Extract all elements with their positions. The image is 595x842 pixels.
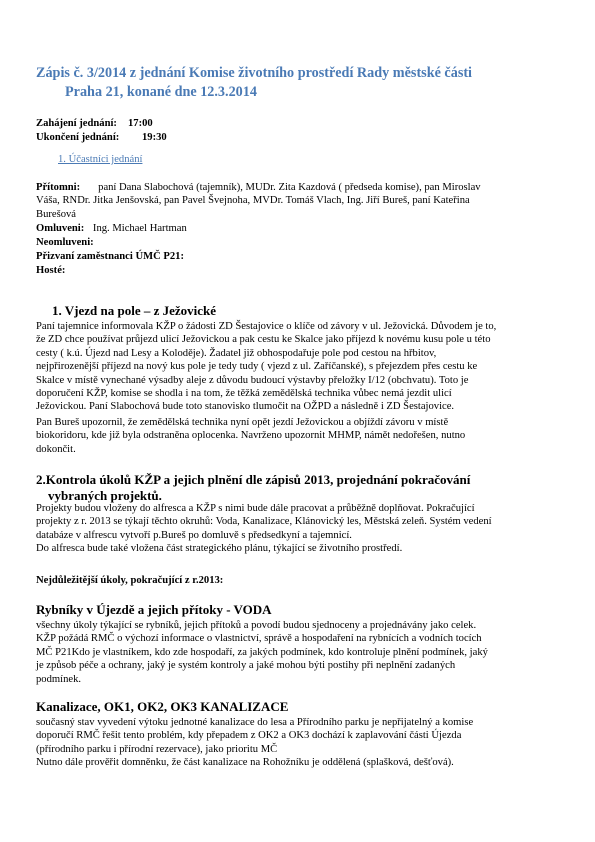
topic1-line: nejpřirozenější příjezd na nový kus pole je tedy tudy ( vjezd z ul. Zaříčanské), s přejezdem přes cestu ke [36, 361, 478, 373]
topic1-line: cesty ( k.ú. Újezd nad Lesy a Koloděje). Žadatel již obhospodařuje pole pod cestou na hřbitov, [36, 347, 437, 359]
rybniky-heading: Rybníky v Újezdě a jejich přítoky - VODA [36, 602, 272, 617]
topic-1-heading: 1. Vjezd na pole – z Ježovické [52, 303, 217, 318]
excused-row [36, 222, 187, 235]
present-label: Přítomni: [36, 182, 81, 193]
end-value: 19:30 [142, 132, 167, 143]
topic2-line: Projekty budou vloženy do alfresca a KŽP s nimi bude dále pracovat a průběžně doplňovat. Pokračující [36, 503, 475, 514]
topic1-line: doporučení KŽP, komise se shodla i na tom, že těžká zemědělská technika vůbec nemá jezdit ulicí [36, 388, 452, 400]
present-line-3: Burešová [36, 208, 77, 220]
rybniky-line: je způsob péče a ochrany, jaký je systém kontroly a jaké mohou býti postihy při neplnění zadaných [36, 660, 456, 672]
key-tasks-heading: Nejdůležitější úkoly, pokračující z r.2013: [36, 575, 224, 586]
topic2-line: databáze v alfrescu vytvoří p.Bureš po domluvě s předsedkyní a tajemnicí. [36, 529, 352, 541]
excused-value: Ing. Michael Hartman [92, 223, 187, 234]
topic1-line: biokoridoru, kde již byla odstraněna oplocenka. Navrženo upozornit MHMP, námět nedořešen, nutno [36, 430, 466, 442]
topic2-line: Do alfresca bude také vložena část strategického plánu, týkající se životního prostředí. [36, 543, 403, 555]
present-line-1: paní Dana Slabochová (tajemník), MUDr. Zita Kazdová ( předseda komise), pan Miroslav [98, 182, 481, 193]
meeting-end [36, 131, 167, 144]
topic-1-paragraph-1 [36, 320, 560, 414]
kanalizace-heading: Kanalizace, OK1, OK2, OK3 KANALIZACE [36, 699, 289, 714]
topic-1-paragraph-2 [36, 416, 560, 456]
topic2-line: projekty z r. 2013 se týkají těchto okruhů: Voda, Kanalizace, Klánovický les, Městská zeleň. Systém vedení [36, 516, 492, 528]
kanalizace-line: Nutno dále prověřit domněnku, že část kanalizace na Rohožníku je oddělená (splašková, dešťová). [36, 757, 454, 769]
present-line-2: Váša, RNDr. Jitka Jenšovská, pan Pavel Švejnoha, MVDr. Tomáš Vlach, Ing. Jiří Bureš, paní Kateřina [36, 195, 470, 207]
title-line-2: Praha 21, konané dne 12.3.2014 [65, 84, 257, 100]
kanalizace-line: (přírodního parku i přírodní rezervace), jako prioritu MČ [36, 743, 278, 755]
kanalizace-line: současný stav vyvedení výtoku jednotné kanalizace do lesa a Přírodního parku je nepřijatelný a komise [36, 717, 474, 728]
kanalizace-paragraph [36, 716, 560, 770]
topic-2-heading [36, 472, 560, 504]
start-label: Zahájení jednání: [36, 118, 117, 129]
topic2-heading-line-1: 2.Kontrola úkolů KŽP a jejich plnění dle zápisů 2013, projednání pokračování [36, 472, 471, 487]
topic1-line: Ježovickou. Paní Slabochová bude toto stanovisko tlumočit na OŽPD a následně i ZD Šestajovice. [36, 401, 455, 413]
guests-label: Hosté: [36, 265, 66, 276]
end-label: Ukončení jednání: [36, 132, 120, 143]
topic1-line: Skalce v místě vynechané výsadby aleje z důvodu budoucí výstavby přeložky I/12 (obchvatu). Toto je [36, 374, 469, 386]
staff-label: Přizvaní zaměstnanci ÚMČ P21: [36, 251, 184, 262]
topic1-line: Pan Bureš upozornil, že zemědělská technika nyní opět jezdí Ježovickou a objíždí závoru v místě [36, 417, 449, 428]
rybniky-line: MČ P21Kdo je vlastníkem, kdo zde hospodaří, za jakých podmínek, kdo kontroluje plnění podmínek, jaký [36, 646, 488, 658]
topic1-line: že ZD chce používat průjezd ulicí Ježovickou a pak cestu ke Skalce jako příjezd k novému kusu pole u této [36, 334, 491, 346]
title-line-1: Zápis č. 3/2014 z jednání Komise životního prostředí Rady městské části [36, 65, 473, 81]
topic2-heading-line-2: vybraných projektů. [48, 488, 162, 503]
document-title [36, 64, 566, 102]
topic1-line: Paní tajemnice informovala KŽP o žádosti ZD Šestajovice o klíče od závory v ul. Ježovická. Důvodem je to, [36, 321, 497, 332]
rybniky-line: KŽP požádá RMČ o výchozí informace o vlastnictví, správě a hospodaření na rybnících a vodních tocích [36, 633, 482, 645]
excused-label: Omluveni: [36, 223, 85, 234]
rybniky-paragraph [36, 619, 560, 686]
topic-2-paragraph [36, 502, 560, 556]
unexcused-label: Neomluveni: [36, 237, 94, 248]
meeting-start [36, 117, 153, 130]
section-1-heading: 1. Účastníci jednání [58, 154, 143, 165]
rybniky-line: všechny úkoly týkající se rybníků, jejich přítoků a povodí budou sjednoceny a projednávány jako celek. [36, 620, 477, 631]
topic1-line: dokončit. [36, 443, 76, 455]
kanalizace-line: doporučí RMČ řešit tento problém, kdy přepadem z OK2 a OK3 dochází k zaplavování části Újezda [36, 730, 462, 742]
rybniky-line: podmínek. [36, 673, 82, 685]
start-value: 17:00 [128, 118, 153, 129]
present-block [36, 181, 560, 221]
